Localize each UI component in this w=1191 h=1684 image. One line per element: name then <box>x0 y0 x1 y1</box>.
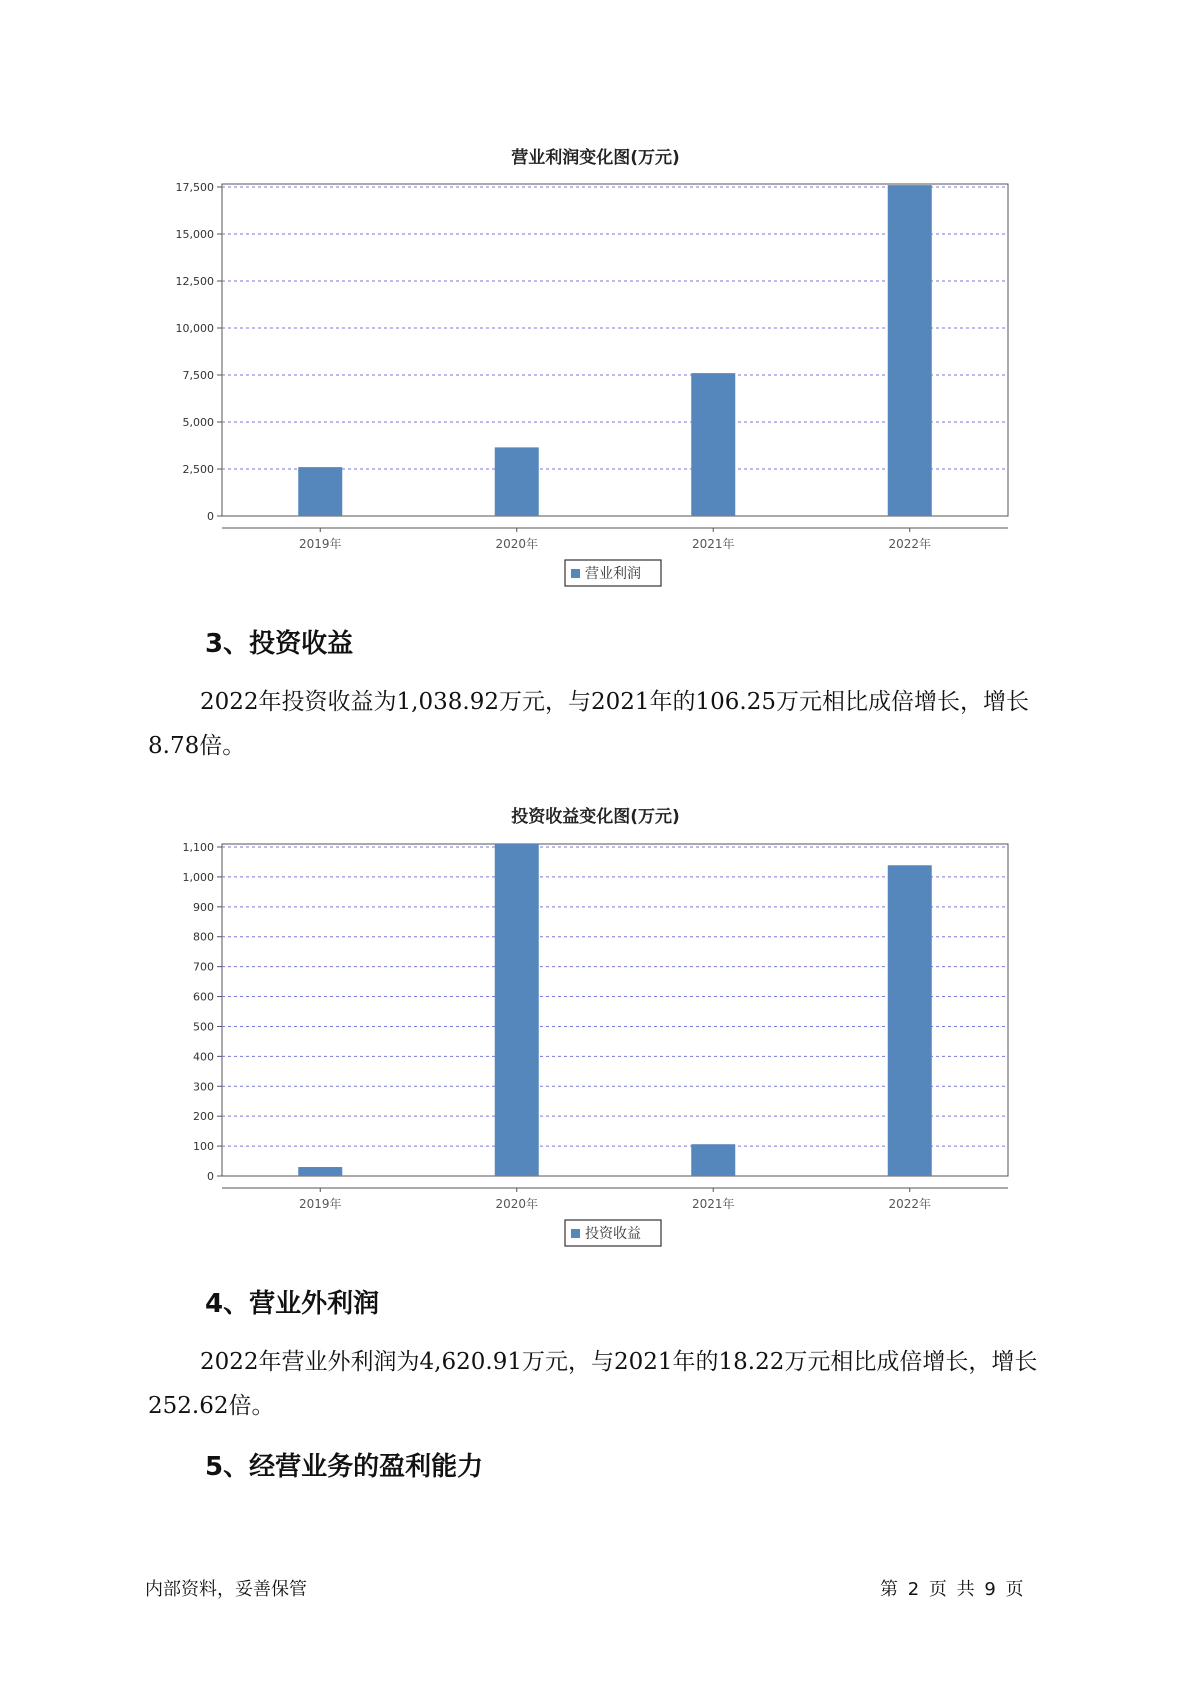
y-tick-label: 500 <box>193 1020 214 1034</box>
operating-profit-chart <box>0 170 1191 610</box>
x-tick-label: 2019年 <box>298 537 342 551</box>
legend-label: 营业利润 <box>585 566 641 582</box>
bar <box>495 844 539 1176</box>
y-tick-label: 100 <box>193 1140 214 1154</box>
section-4-heading: 4、营业外利润 <box>205 1289 380 1319</box>
x-tick-label: 2022年 <box>888 537 932 551</box>
x-tick-label: 2019年 <box>298 1197 342 1211</box>
y-tick-label: 12,500 <box>175 275 214 288</box>
investment-income-chart <box>0 830 1191 1270</box>
y-tick-label: 1,000 <box>182 870 214 884</box>
legend-swatch <box>571 569 580 578</box>
bar <box>691 373 735 516</box>
y-tick-label: 7,500 <box>182 369 214 382</box>
y-tick-label: 600 <box>193 990 214 1004</box>
section-3-heading: 3、投资收益 <box>205 629 354 659</box>
x-tick-label: 2020年 <box>495 537 539 551</box>
bar <box>888 865 932 1176</box>
chart1-title: 营业利润变化图(万元) <box>511 148 680 168</box>
y-tick-label: 800 <box>193 930 214 944</box>
y-tick-label: 15,000 <box>175 228 214 241</box>
y-tick-label: 1,100 <box>182 841 214 854</box>
bar <box>888 185 932 516</box>
x-tick-label: 2021年 <box>691 1197 735 1211</box>
y-tick-label: 400 <box>193 1050 214 1064</box>
y-tick-label: 700 <box>193 960 214 974</box>
bar <box>495 447 539 516</box>
y-tick-label: 900 <box>193 900 214 914</box>
bar <box>298 1167 342 1176</box>
bar <box>298 467 342 516</box>
legend-label: 投资收益 <box>585 1226 641 1242</box>
section-4-paragraph: 2022年营业外利润为4,620.91万元，与2021年的18.22万元相比成倍增长，增长252.62倍。 <box>148 1349 1038 1419</box>
chart2-title: 投资收益变化图(万元) <box>511 807 680 827</box>
section-5-heading: 5、经营业务的盈利能力 <box>205 1452 484 1482</box>
y-tick-label: 200 <box>193 1110 214 1124</box>
y-tick-label: 2,500 <box>182 463 214 476</box>
x-tick-label: 2021年 <box>691 537 735 551</box>
y-tick-label: 300 <box>193 1080 214 1094</box>
bar <box>691 1144 735 1176</box>
x-tick-label: 2020年 <box>495 1197 539 1211</box>
y-tick-label: 17,500 <box>175 181 214 194</box>
section-3-paragraph: 2022年投资收益为1,038.92万元，与2021年的106.25万元相比成倍增长，增长8.78倍。 <box>148 689 1029 759</box>
footer-page-number: 第 2 页 共 9 页 <box>880 1579 1024 1600</box>
legend-swatch <box>571 1229 580 1238</box>
x-tick-label: 2022年 <box>888 1197 932 1211</box>
y-tick-label: 5,000 <box>182 416 214 429</box>
y-tick-label: 10,000 <box>175 322 214 335</box>
footer-confidential-note: 内部资料，妥善保管 <box>145 1579 307 1600</box>
y-tick-label: 0 <box>207 1170 214 1183</box>
y-tick-label: 0 <box>207 510 214 523</box>
